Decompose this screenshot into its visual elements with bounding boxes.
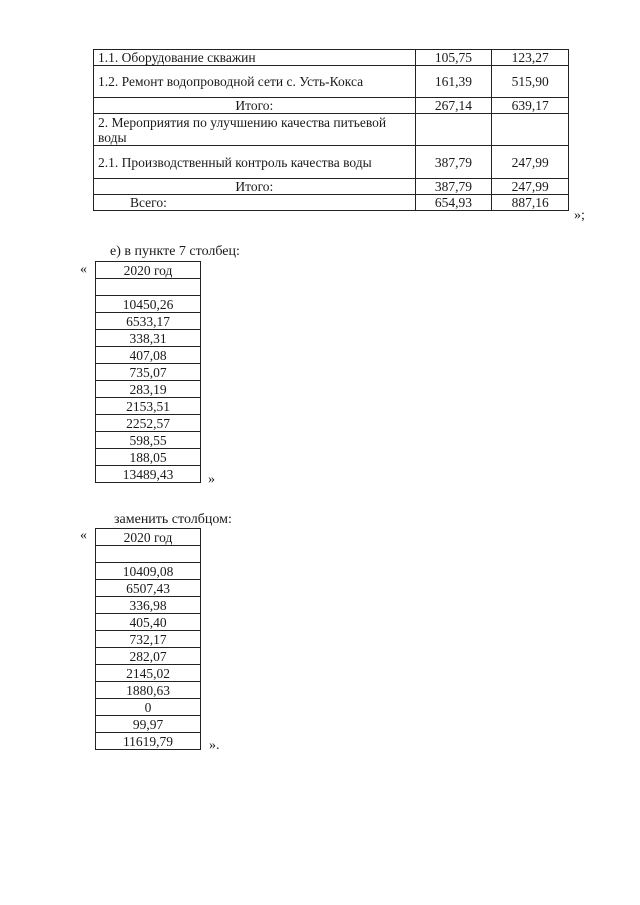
table-row [96, 432, 201, 449]
value-cell-2: 639,17 [492, 98, 569, 114]
table-row [96, 682, 201, 699]
table-row [96, 262, 201, 279]
table-row [96, 330, 201, 347]
column-value: 11619,79 [96, 733, 201, 750]
table-row [96, 733, 201, 750]
value-cell-2: 887,16 [492, 195, 569, 211]
row-description: 1.2. Ремонт водопроводной сети с. Усть-Кокса [94, 66, 416, 98]
table-row [94, 179, 569, 195]
table-row [96, 580, 201, 597]
subtotal-label: Итого: [94, 98, 416, 114]
table-row [96, 296, 201, 313]
table-row [96, 716, 201, 733]
column-value: 6533,17 [96, 313, 201, 330]
column-header: 2020 год [96, 529, 201, 546]
replace-heading: заменить столбцом: [114, 512, 232, 527]
column-value: 2145,02 [96, 665, 201, 682]
row-description: 2.1. Производственный контроль качества воды [94, 146, 416, 179]
table-row [94, 66, 569, 98]
table-row [96, 347, 201, 364]
value-cell-2 [492, 114, 569, 146]
column-value: 99,97 [96, 716, 201, 733]
column-value: 6507,43 [96, 580, 201, 597]
column-value: 10409,08 [96, 563, 201, 580]
column-value: 598,55 [96, 432, 201, 449]
column-value: 2153,51 [96, 398, 201, 415]
column-value: 336,98 [96, 597, 201, 614]
value-cell-1: 654,93 [415, 195, 492, 211]
column-value: 188,05 [96, 449, 201, 466]
column-value: 732,17 [96, 631, 201, 648]
column-value: 0 [96, 699, 201, 716]
column-value: 13489,43 [96, 466, 201, 483]
value-cell-1 [415, 114, 492, 146]
table-row [96, 279, 201, 296]
subtotal-label: Итого: [94, 179, 416, 195]
value-cell-2: 123,27 [492, 50, 569, 66]
value-cell-1: 105,75 [415, 50, 492, 66]
table-row [94, 114, 569, 146]
table-row [94, 98, 569, 114]
table-row [96, 563, 201, 580]
replace-close-quote: ». [209, 738, 220, 753]
value-cell-1: 267,14 [415, 98, 492, 114]
table-row [96, 546, 201, 563]
column-value: 283,19 [96, 381, 201, 398]
value-cell-1: 161,39 [415, 66, 492, 98]
row-description: 1.1. Оборудование скважин [94, 50, 416, 66]
table-row [94, 50, 569, 66]
table-row [96, 699, 201, 716]
table-closing-quote: »; [574, 208, 585, 223]
column-header: 2020 год [96, 262, 201, 279]
value-cell-1: 387,79 [415, 179, 492, 195]
column-value: 10450,26 [96, 296, 201, 313]
column-value [96, 279, 201, 296]
table-row [96, 415, 201, 432]
table-row [96, 614, 201, 631]
table-row [96, 381, 201, 398]
value-cell-2: 515,90 [492, 66, 569, 98]
value-cell-1: 387,79 [415, 146, 492, 179]
table-row [94, 195, 569, 211]
column-value [96, 546, 201, 563]
row-description: 2. Мероприятия по улучшению качества питьевой воды [94, 114, 416, 146]
section-e-close-quote: » [208, 472, 215, 487]
section-e-column-table [95, 261, 201, 483]
column-value: 405,40 [96, 614, 201, 631]
column-value: 2252,57 [96, 415, 201, 432]
table-row [96, 529, 201, 546]
column-value: 407,08 [96, 347, 201, 364]
column-value: 338,31 [96, 330, 201, 347]
grand-total-label: Всего: [94, 195, 416, 211]
column-value: 282,07 [96, 648, 201, 665]
table-row [96, 449, 201, 466]
table-row [96, 313, 201, 330]
table-row [96, 665, 201, 682]
value-cell-2: 247,99 [492, 146, 569, 179]
table-row [96, 398, 201, 415]
replace-open-quote: « [80, 528, 87, 543]
table-row [94, 146, 569, 179]
table-row [96, 597, 201, 614]
column-value: 1880,63 [96, 682, 201, 699]
section-e-heading: е) в пункте 7 столбец: [110, 244, 240, 259]
table-row [96, 631, 201, 648]
section-e-open-quote: « [80, 262, 87, 277]
table-row [96, 648, 201, 665]
table-row [96, 364, 201, 381]
column-value: 735,07 [96, 364, 201, 381]
replace-column-table [95, 528, 201, 750]
value-cell-2: 247,99 [492, 179, 569, 195]
table-row [96, 466, 201, 483]
measures-table [93, 49, 569, 211]
